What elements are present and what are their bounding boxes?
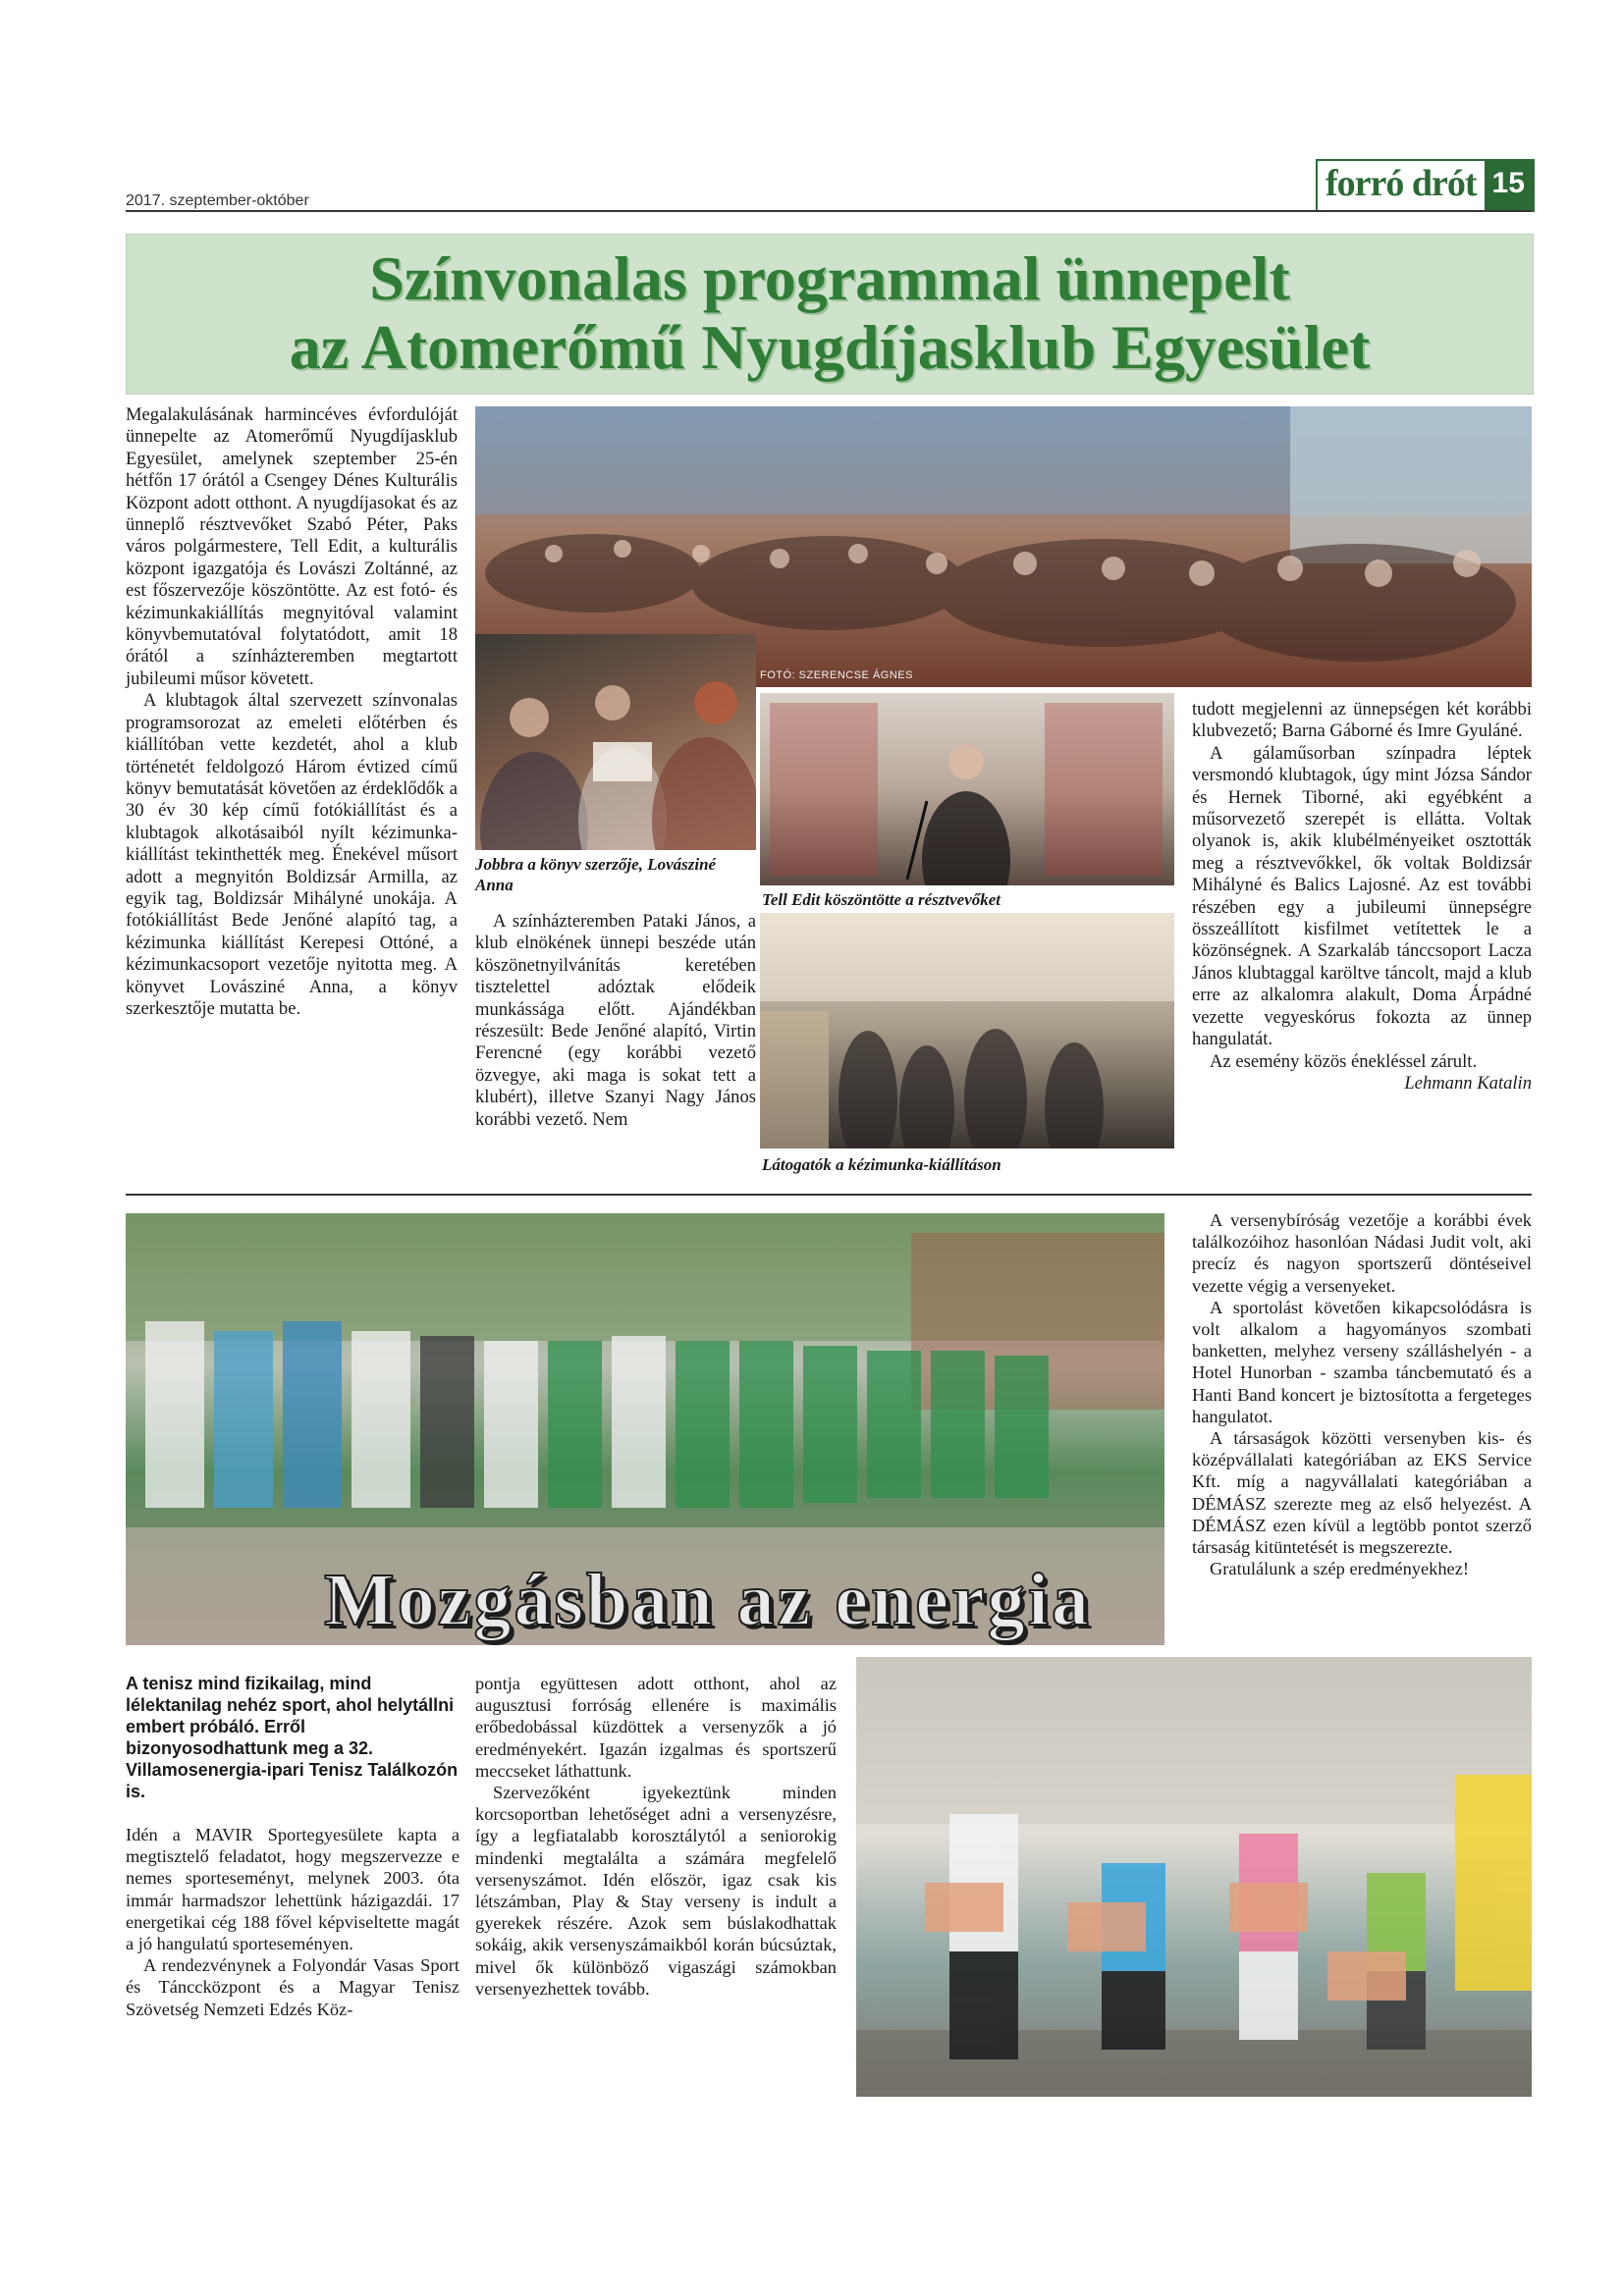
- article1-title-box: [126, 234, 1534, 395]
- article2-paragraph: Idén a MAVIR Sportegyesülete kapta a megtisztelő feladatot, hogy megszervezze e nemes sporteseményt, melynek 2003. óta immár harmadszor lehettünk házigazdái. 17 energetikai cég 188 fővel képviseltette magát a jó hangulatú sporteseményen.: [126, 1825, 460, 1954]
- exhibition-illustration: [760, 913, 1174, 1148]
- article1-paragraph: Megalakulásának harmincéves évfordulóját ünnepelte az Atomerőmű Nyugdíjasklub Egyesület, amelynek szeptember 25-én hétfőn 17 órától a Csengey Dénes Kulturális Központ adott otthont. A nyugdíjasokat és az ünneplő résztvevőket Szabó Péter, Paks város polgármestere, Tell Edit, a kulturális központ igazgatója és Lovászi Zoltánné, az est főszervezője köszöntötte. Az est fotó- és kézimunkakiállítás megnyitóval valamint könyvbemutatóval folytatódott, amit 18 órától a színházteremben megtartott jubileumi műsor követett.: [126, 404, 458, 689]
- article2-paragraph: Gratulálunk a szép eredményekhez!: [1210, 1559, 1469, 1579]
- header-rule: [126, 210, 1532, 212]
- article1-paragraph: A gálaműsorban színpadra léptek versmondó klubtagok, úgy mint Józsa Sándor és Hernek Tiborné, aki egyébként a műsorvezető szerepét is ellátta. Voltak olyanok is, akik klubélményeiket osztották meg a résztvevőkkel, ők voltak Boldizsár Mihályné és Balics Lajosné. Az est további részében egy a jubileumi ünnepségre összeállított kisfilmet vetítettek le a közönségnek. A Szarkaláb tánccsoport Lacza János klubtaggal karöltve táncolt, majd a klub erre az alkalomra alakult, Doma Árpádné vezette vegyeskórus fokozta az ünnep hangulatát.: [1192, 742, 1532, 1050]
- speech-illustration: [760, 693, 1174, 885]
- article2-paragraph: Szervezőként igyekeztünk minden korcsoportban lehetőséget adni a versenyzésre, így a legfiatalabb korosztálytól a seniorokig mindenki megtalálta a számára megfelelő versenyszámot. Idén először, igaz csak kis létszámban, Play & Stay verseny is indult a gyerekek részére. Azok sem búslakodhattak sokáig, akik versenyszámaikból korán búcsúztak, mivel ők különböző vigaszági számokban versenyezhettek tovább.: [475, 1783, 837, 1999]
- article1-paragraph: A klubtagok által szervezett színvonalas programsorozat az emeleti előtérben és kiállítóban vette kezdetét, ahol a klub történetét feldolgozó Három évtized című könyv bemutatását követően az érdeklődők a 30 év 30 kép című fotókiállítást és a klubtagok alkotásaiból nyílt kézimunka-kiállítást tekinthették meg. Énekével műsort adott a megnyitón Boldizsár Armilla, az egyik tag, Boldizsár Mihályné unokája. A fotókiállítást Bede Jenőné alapító tag, a kézimunka kiállítást Kerepesi Ottóné, a kézimunkacsoport vezetője nyitotta meg. A könyvet Lovásziné Anna, a könyv szerkesztője mutatta be.: [126, 690, 458, 1019]
- brand-name: forró drót: [1318, 161, 1485, 210]
- article1-title-line1: Színvonalas programmal ünnepelt: [369, 243, 1290, 313]
- photo-speech: [760, 693, 1174, 885]
- article2-column-2: [475, 1673, 837, 2000]
- kids-winners-illustration: [856, 1657, 1532, 2097]
- brand-logo: [1316, 159, 1535, 212]
- caption-speech: Tell Edit köszöntötte a résztvevőket: [762, 890, 1001, 909]
- article1-author: Lehmann Katalin: [1404, 1072, 1532, 1094]
- article2-paragraph: pontja együttesen adott otthont, ahol az augusztusi forróság ellenére is maximális erőbedobással küzdöttek a versenyzők a jó eredményekért. Igazán izgalmas és sportszerű meccseket láthattunk.: [475, 1674, 837, 1781]
- article2-lead: A tenisz mind fizikailag, mind lélektanilag nehéz sport, ahol helytállni embert próbáló. Erről bizonyosodhattunk meg a 32. Villamosenergia-ipari Tenisz Találkozón is.: [126, 1674, 459, 1801]
- article2-column-3: [1192, 1209, 1532, 1579]
- article2-column-1: [126, 1673, 460, 2020]
- article1-column-2: [475, 911, 756, 1131]
- photo-kids-winners: [856, 1657, 1532, 2097]
- page-number: 15: [1485, 161, 1533, 210]
- article2-paragraph: A sportolást követően kikapcsolódásra is volt alkalom a hagyományos szombati banketten, melyhez verseny szálláshelyén - a Hotel Hunorban - szamba táncbemutató és a Hanti Band koncert je biztosította a fergeteges hangulatot.: [1192, 1297, 1532, 1426]
- article1-paragraph: Az esemény közös énekléssel zárult.: [1210, 1050, 1478, 1072]
- article1-title: [127, 235, 1533, 382]
- caption-exhibition: Látogatók a kézimunka-kiállításon: [762, 1155, 1001, 1174]
- article2-title: Mozgásban az energia: [324, 1559, 1092, 1641]
- book-author-illustration: [475, 634, 756, 850]
- article1-paragraph: A színházteremben Pataki János, a klub elnökének ünnepi beszéde után köszönetnyilvánítás keretében tisztelettel adóztak elődeik munkássága előtt. Ajándékban részesült: Bede Jenőné alapító, Virtin Ferencné (egy korábbi vezető özvegye, aki maga is sokat tett a klubért), illetve Szanyi Nagy János korábbi vezető. Nem: [475, 911, 756, 1130]
- photo-credit: FOTÓ: SZERENCSE ÁGNES: [760, 669, 913, 681]
- article1-title-line2: az Atomerőmű Nyugdíjasklub Egyesület: [289, 312, 1371, 382]
- article2-paragraph: A társaságok közötti versenyben kis- és középvállalati kategóriában az EKS Service Kft. míg a nagyvállalati kategóriában a DÉMÁSZ szerezte meg az első helyezést. A DÉMÁSZ ezen kívül a legtöbb pontot szerző társaság kitüntetését is megszerezte.: [1192, 1428, 1532, 1558]
- article1-column-1: [126, 404, 458, 1020]
- photo-exhibition: [760, 913, 1174, 1148]
- article2-paragraph: A rendezvénynek a Folyondár Vasas Sport és Tánccközpont és a Magyar Tenisz Szövetség Nemzeti Edzés Köz-: [126, 1955, 460, 2019]
- issue-date: 2017. szeptember-október: [126, 192, 309, 209]
- caption-book-author: Jobbra a könyv szerzője, Lovásziné Anna: [475, 855, 717, 894]
- section-divider: [126, 1194, 1532, 1196]
- article1-column-4: [1192, 699, 1532, 1095]
- article1-paragraph: tudott megjelenni az ünnepségen két korábbi klubvezető; Barna Gáborné és Imre Gyuláné.: [1192, 699, 1532, 742]
- photo-book-author: [475, 634, 756, 850]
- article2-paragraph: A versenybíróság vezetője a korábbi évek találkozóihoz hasonlóan Nádasi Judit volt, aki precíz és nagyon sportszerű döntéseivel vezette végig a versenyeket.: [1192, 1210, 1532, 1296]
